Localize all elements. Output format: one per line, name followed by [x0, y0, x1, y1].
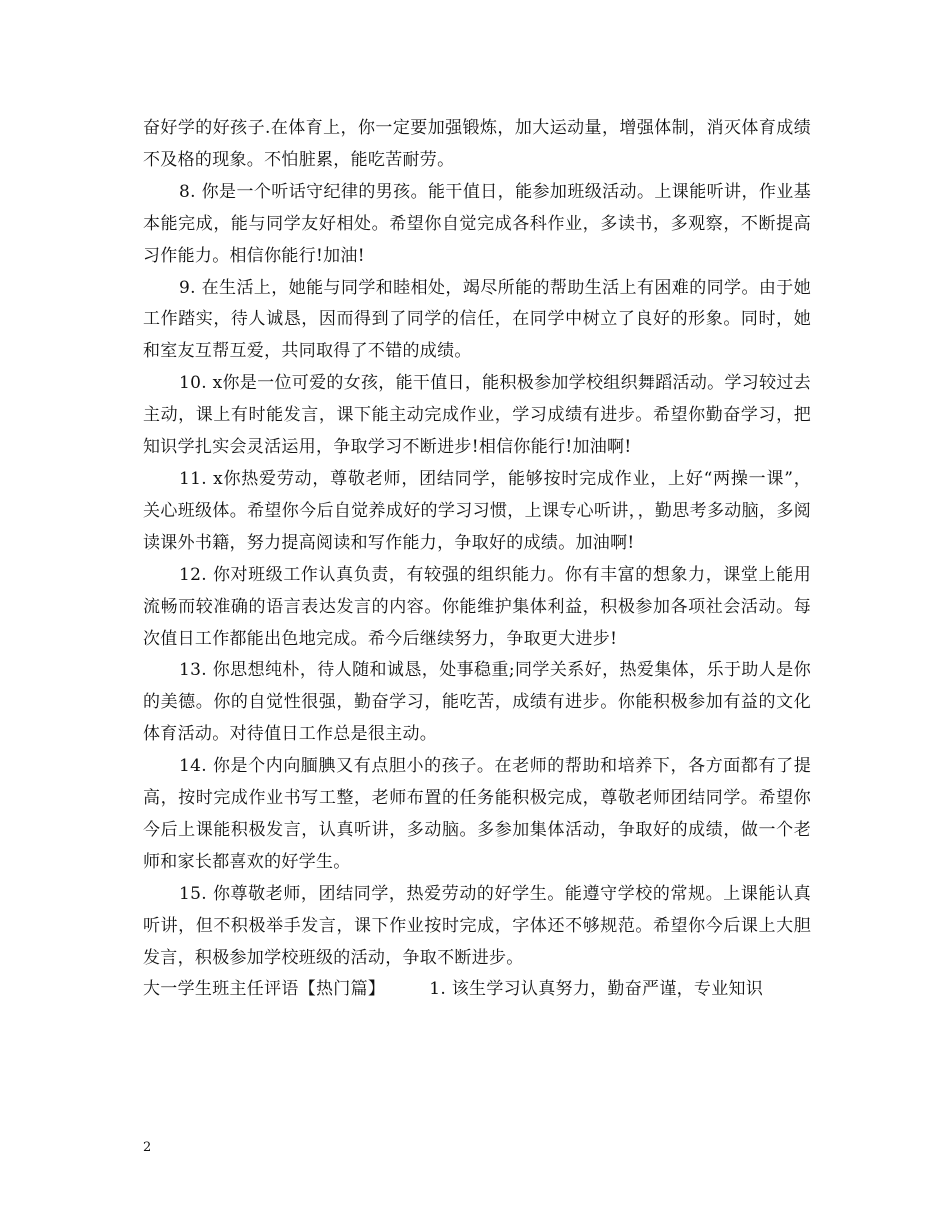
paragraph-14: 14. 你是个内向腼腆又有点胆小的孩子。在老师的帮助和培养下，各方面都有了提高，按时完成作业书写工整，老师布置的任务能积极完成，尊敬老师团结同学。希望你今后上课能积极发言，认真听讲，多动脑。多参加集体活动，争取好的成绩，做一个老师和家长都喜欢的好学生。	[143, 756, 811, 872]
paragraph-9: 9. 在生活上，她能与同学和睦相处，竭尽所能的帮助生活上有困难的同学。由于她工作踏实，待人诚恳，因而得到了同学的信任，在同学中树立了良好的形象。同时，她和室友互帮互爱，共同取得了不错的成绩。	[143, 277, 811, 362]
section-heading: 大一学生班主任评语【热门篇】	[143, 979, 386, 1000]
section-heading-line	[143, 974, 811, 1006]
paragraph-10: 10. x你是一位可爱的女孩，能干值日，能积极参加学校组织舞蹈活动。学习较过去主动，课上有时能发言，课下能主动完成作业，学习成绩有进步。希望你勤奋学习，把知识学扎实会灵活运用，争取学习不断进步!相信你能行!加油啊!	[143, 373, 811, 458]
paragraph-11: 11. x你热爱劳动，尊敬老师，团结同学，能够按时完成作业，上好“两操一课”，关心班级体。希望你今后自觉养成好的学习习惯，上课专心听讲，，勤思考多动脑，多阅读课外书籍，努力提高阅读和写作能力，争取好的成绩。加油啊!	[143, 468, 811, 553]
paragraph-12: 12. 你对班级工作认真负责，有较强的组织能力。你有丰富的想象力，课堂上能用流畅而较准确的语言表达发言的内容。你能维护集体利益，积极参加各项社会活动。每次值日工作都能出色地完成。希今后继续努力，争取更大进步!	[143, 564, 811, 649]
paragraph-13: 13. 你思想纯朴，待人随和诚恳，处事稳重;同学关系好，热爱集体，乐于助人是你的美德。你的自觉性很强，勤奋学习，能吃苦，成绩有进步。你能积极参加有益的文化体育活动。对待值日工作总是很主动。	[143, 660, 811, 745]
page-number: 2	[143, 1140, 152, 1155]
paragraph-0: 奋好学的好孩子.在体育上，你一定要加强锻炼，加大运动量，增强体制，消灭体育成绩不及格的现象。不怕脏累，能吃苦耐劳。	[143, 118, 811, 170]
paragraph-15: 15. 你尊敬老师，团结同学，热爱劳动的好学生。能遵守学校的常规。上课能认真听讲，但不积极举手发言，课下作业按时完成，字体还不够规范。希望你今后课上大胆发言，积极参加学校班级的活动，争取不断进步。	[143, 883, 811, 968]
document-body	[143, 113, 811, 1006]
paragraph-8: 8. 你是一个听话守纪律的男孩。能干值日，能参加班级活动。上课能听讲，作业基本能完成，能与同学友好相处。希望你自觉完成各科作业，多读书，多观察，不断提高习作能力。相信你能行!加油!	[143, 181, 811, 266]
section-first-item: 1. 该生学习认真努力，勤奋严谨，专业知识	[429, 979, 764, 1000]
